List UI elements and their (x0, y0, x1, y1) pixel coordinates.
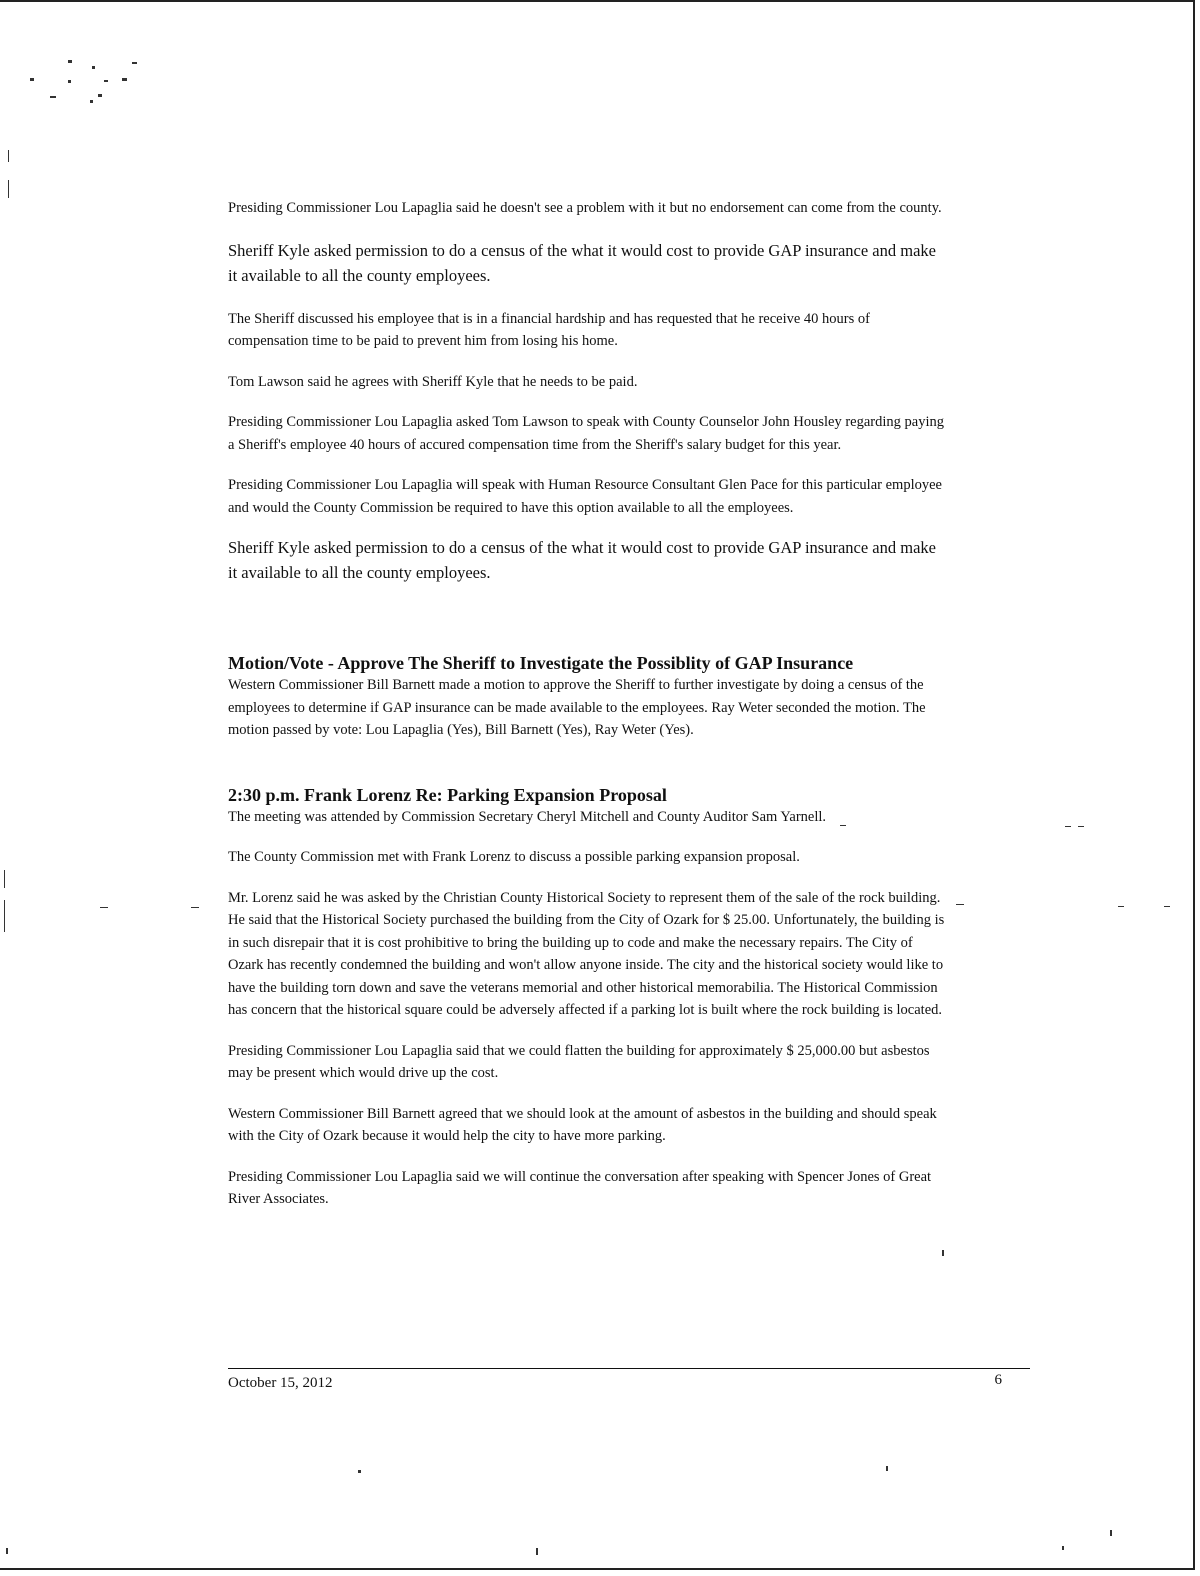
scan-speck (6, 1548, 8, 1554)
section-heading: Motion/Vote - Approve The Sheriff to Investigate the Possiblity of GAP Insurance (228, 653, 854, 673)
paragraph: Sheriff Kyle asked permission to do a census of the what it would cost to provide GAP insurance and make it available to all the county employees. (228, 538, 936, 582)
paragraph: Presiding Commissioner Lou Lapaglia asked Tom Lawson to speak with County Counselor John Housley regarding paying a Sheriff's employee 40 hours of accured compensation time from the Sheriff's salary budget for this year. (228, 414, 944, 453)
scan-speck (4, 870, 5, 888)
scan-speck (358, 1470, 361, 1473)
section-heading: 2:30 p.m. Frank Lorenz Re: Parking Expansion Proposal (228, 784, 667, 805)
page-footer (228, 1368, 1030, 1391)
motion-section (228, 652, 948, 742)
scan-speck (191, 907, 199, 908)
scan-speck (1062, 1546, 1064, 1550)
paragraph: The County Commission met with Frank Lorenz to discuss a possible parking expansion proposal. (228, 849, 800, 865)
scan-speck (104, 80, 108, 82)
scan-speck (100, 907, 108, 908)
footer-date: October 15, 2012 (228, 1375, 333, 1391)
scan-speck (956, 904, 964, 905)
paragraph: Presiding Commissioner Lou Lapaglia said he doesn't see a problem with it but no endorsement can come from the county. (228, 200, 942, 216)
scan-speck (90, 100, 93, 103)
scan-speck (122, 78, 127, 81)
document-body (228, 197, 948, 1211)
scan-speck (50, 96, 56, 98)
footer-rule (228, 1368, 1030, 1369)
scan-speck (1065, 826, 1071, 827)
paragraph: Sheriff Kyle asked permission to do a census of the what it would cost to provide GAP insurance and make it available to all the county employees. (228, 240, 936, 285)
paragraph: Mr. Lorenz said he was asked by the Christian County Historical Society to represent them of the sale of the rock building. He said that the Historical Society purchased the building from the City of Ozark for $ 25.00. Unfortunately, the building is in such disrepair that it is cost prohibitive to bring the building up to code and make the necessary repairs. The City of Ozark has recently condemned the building and won't allow anyone inside. The city and the historical society would like to have the building torn down and save the veterans memorial and other historical memorabilia. The Historical Commission has concern that the historical square could be adversely affected if a parking lot is built where the rock building is located. (228, 889, 945, 1018)
scan-speck (98, 94, 102, 97)
page-border-bottom (0, 1568, 1195, 1570)
scan-speck (1078, 826, 1084, 827)
scan-speck (1118, 906, 1124, 907)
scan-speck (8, 150, 9, 162)
scan-speck (8, 180, 9, 198)
scan-speck (942, 1250, 944, 1256)
scan-speck (1164, 906, 1170, 907)
scan-speck (30, 78, 34, 81)
paragraph: Presiding Commissioner Lou Lapaglia said we will continue the conversation after speaking with Spencer Jones of Great River Associates. (228, 1168, 932, 1207)
paragraph: Presiding Commissioner Lou Lapaglia will speak with Human Resource Consultant Glen Pace for this particular employee and would the County Commission be required to have this option available to all the employees. (228, 477, 942, 516)
paragraph: Western Commissioner Bill Barnett agreed that we should look at the amount of asbestos in the building and should speak with the City of Ozark because it would help the city to have more parking. (228, 1105, 937, 1144)
scan-speck (68, 80, 71, 83)
paragraph: Presiding Commissioner Lou Lapaglia said that we could flatten the building for approximately $ 25,000.00 but asbestos may be present which would drive up the cost. (228, 1042, 930, 1081)
paragraph: The Sheriff discussed his employee that is in a financial hardship and has requested that he receive 40 hours of compensation time to be paid to prevent him from losing his home. (228, 310, 870, 349)
page-border-top (0, 0, 1194, 2)
paragraph: The meeting was attended by Commission Secretary Cheryl Mitchell and County Auditor Sam Yarnell. (228, 808, 827, 825)
page-border-right (1193, 0, 1195, 1570)
scan-speck (886, 1466, 888, 1471)
meeting-section (228, 784, 948, 1211)
scan-speck (4, 900, 5, 932)
scan-speck (536, 1548, 538, 1555)
scan-speck (92, 66, 95, 69)
scan-speck (132, 62, 137, 64)
scan-speck (68, 60, 72, 63)
scan-speck (1110, 1530, 1112, 1536)
page-number: 6 (994, 1372, 1002, 1388)
paragraph: Tom Lawson said he agrees with Sheriff Kyle that he needs to be paid. (228, 373, 638, 390)
motion-body: Western Commissioner Bill Barnett made a motion to approve the Sheriff to further investigate by doing a census of the employees to determine if GAP insurance can be made available to the employees. Ray Weter seconded the motion. The motion passed by vote: Lou Lapaglia (Yes), Bill Barnett (Yes), Ray Weter (Yes). (228, 677, 926, 738)
